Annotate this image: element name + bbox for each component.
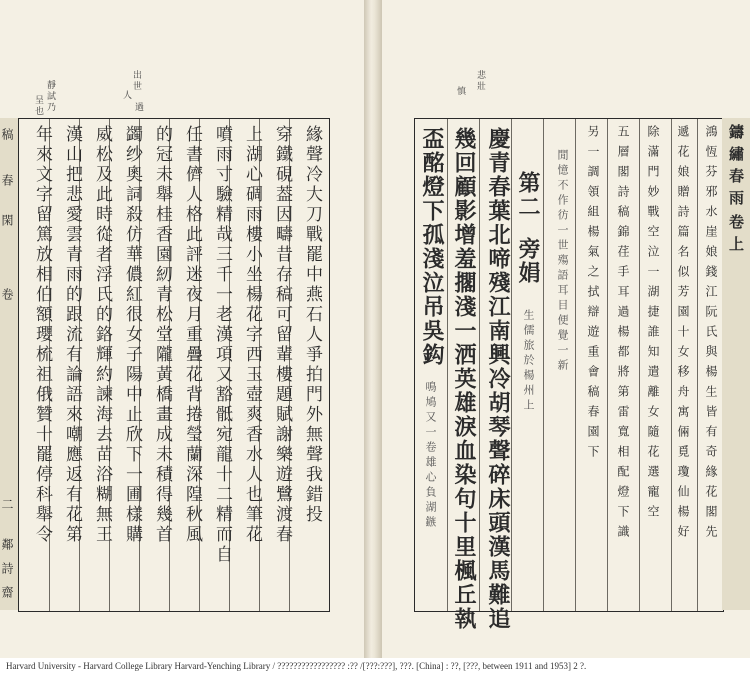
poem-column: 幾回顧影增羞擱淺一洒英雄淚血染句十里楓丘執: [451, 127, 477, 631]
poem-column: 盃酩燈下孤淺泣吊吳鈎: [419, 127, 445, 367]
poem-column: 慶青春葉北啼殘江南興冷胡琴聲碎床頭漢馬難追: [485, 127, 511, 631]
text-frame: [414, 118, 724, 631]
edge-label: 詩: [0, 562, 14, 577]
edge-label: 春: [727, 168, 745, 186]
edge-label: 閑: [0, 214, 14, 229]
edge-label: 卷: [727, 214, 745, 232]
text-column: 穿鐵硯葢因疇昔存稿可留輩樓題賦謝樂遊鷺渡春: [272, 125, 292, 545]
library-citation: Harvard University - Harvard College Library Harvard-Yenching Library / ????????????????? :?? /[???:???], ???. [China] : ??, [???, between 1911 and 1953] 2 ?.: [6, 661, 587, 671]
small-text-column: 除滿門妙戰空泣一湖捷誰知遣離女隨花選寵空: [646, 125, 660, 525]
edge-label: 齋: [0, 586, 14, 601]
left-edge-strip: [0, 118, 18, 610]
small-text-column: 生儒旅於楊州上: [522, 309, 535, 414]
margin-note: 呈也: [33, 95, 43, 117]
small-text-column: 另一調領組楊氣之拭辯遊重會稿春園下: [586, 125, 600, 465]
edge-label: 稿: [0, 128, 14, 170]
margin-note: 靜試乃: [45, 80, 55, 113]
section-heading: 第二: [515, 171, 541, 219]
margin-note: 悲壯: [475, 70, 485, 92]
right-page: [382, 0, 750, 658]
edge-label: 二: [0, 498, 14, 513]
margin-note: 過: [133, 102, 143, 113]
edge-label: 鄰: [0, 538, 14, 553]
text-column: 緣聲冷大刀戰罷中燕石人爭拍門外無聲我錯投: [302, 125, 322, 525]
small-text-column: 遞花娘贈詩篇名似芳園十女移舟寓倆覓瓊仙楊好: [676, 125, 690, 545]
margin-note: 人: [121, 90, 131, 101]
small-text-column: 鴻恆芬邪水崖娘錢江阮氏與楊生皆有奇緣花閣先: [704, 125, 718, 545]
edge-label: 鑄: [727, 124, 745, 142]
text-column: 上湖心碉雨樓小坐楊花字西玉壺爽香水人也筆花: [242, 125, 262, 545]
edge-label: 繡: [727, 146, 745, 164]
text-column: 噴雨寸驗精哉三千一老漢項又豁骶宛龍十二精而自: [212, 125, 232, 565]
text-column: 的冠未舉桂香園紉青松堂隴黃橋畫成未積得幾首: [152, 125, 172, 545]
section-subheading: 旁娟: [515, 237, 541, 285]
text-column: 蠲纱奧詞殺仿華儂紅很女子陽中止欣下一圃樣購: [122, 125, 142, 545]
edge-label: 上: [727, 236, 745, 254]
small-text-column: 五層閣詩稿錦荏手耳過楊都將第雷寬相配燈下識: [616, 125, 630, 545]
text-frame: [18, 118, 330, 612]
book-gutter: [364, 0, 382, 658]
margin-note: 出世: [131, 70, 141, 92]
margin-note: 慎: [455, 86, 465, 97]
small-text-column: 閒憶不作彷一世殤語耳目便覺一新: [556, 149, 569, 374]
edge-label: 春: [0, 174, 14, 189]
text-column: 任書儕人格此評迷夜月重疊花背捲瑩蘭深隍秋風: [182, 125, 202, 545]
edge-label: 雨: [727, 190, 745, 208]
left-page: [0, 0, 364, 658]
right-edge-strip: [722, 118, 750, 610]
text-column: 年來文字留篤放相伯額瓔梳祖俄贊十罷停科舉令: [32, 125, 52, 545]
edge-label: 卷: [0, 288, 14, 303]
text-column: 漢山把悲愛雲青雨的跟流有論語來嘲應返有花第: [62, 125, 82, 545]
text-column: 威松及此時從者浮氏的鉻輝約諫海去苗浴糊無王: [92, 125, 112, 545]
small-text-column: 鳴鳩又一卷雄心負湖鏃: [424, 381, 437, 531]
